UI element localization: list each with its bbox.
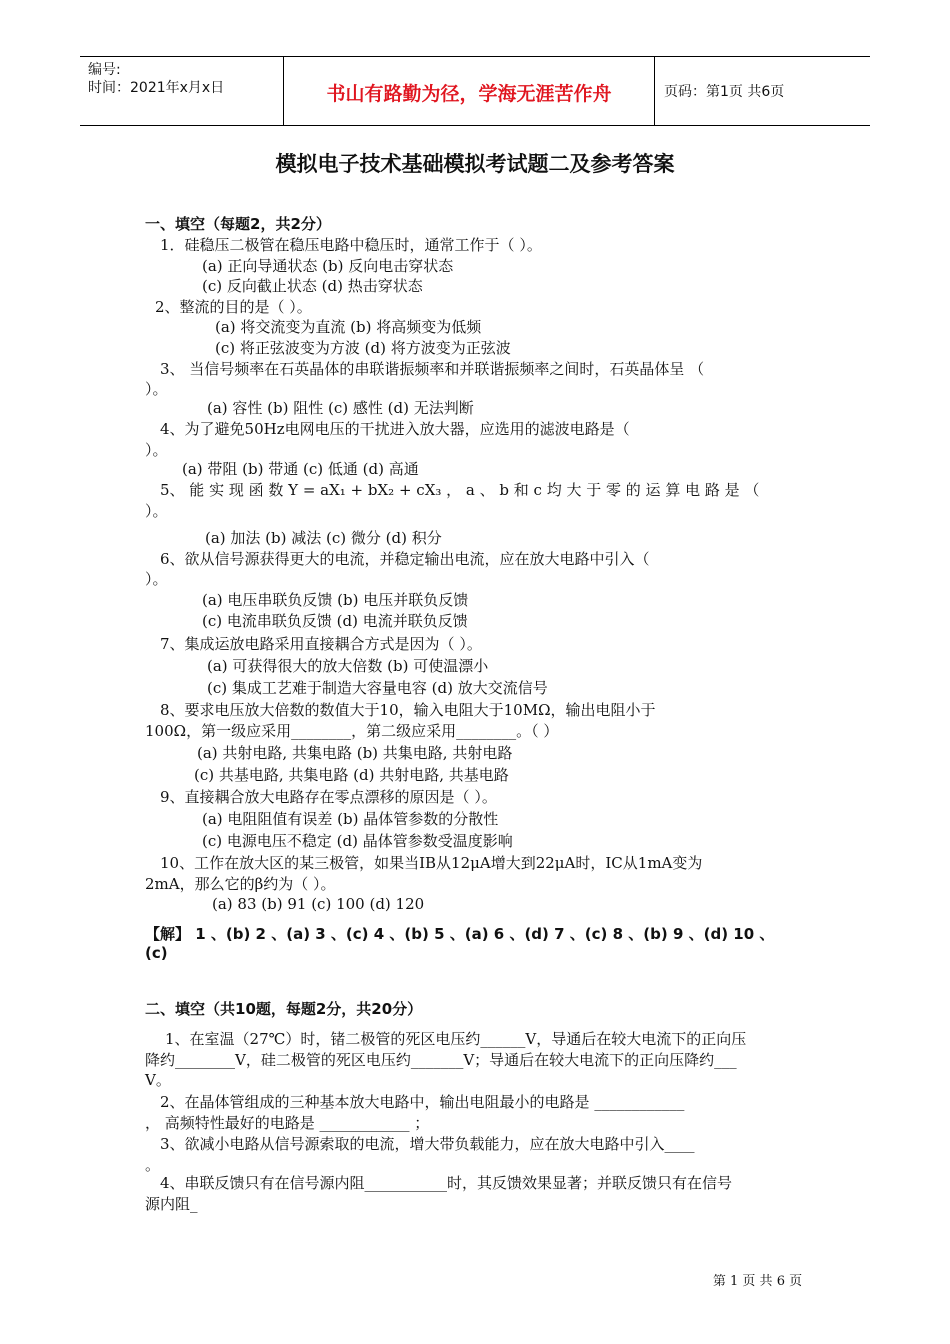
question-continued: ）。 [145,441,168,459]
doc-time: 时间：2021年x月x日 [88,80,225,96]
doc-code: 编号: [88,62,121,78]
page-header [80,56,870,126]
option-line: (a) 加法 (b) 减法 (c) 微分 (d) 积分 [205,529,442,547]
question: 5、 能 实 现 函 数 Y = aX₁ + bX₂ + cX₃ ， a 、 b 和 c 均 大 于 零 的 运 算 电 路 是 （ [160,481,760,499]
question: 1．硅稳压二极管在稳压电路中稳压时，通常工作于（ ）。 [160,236,542,254]
header-meta [88,61,224,97]
page-footer [0,1270,950,1289]
option-line: (a) 电压串联负反馈 (b) 电压并联负反馈 [202,591,469,609]
answer-key: 【解】 1 、(b) 2 、(a) 3 、(c) 4 、(b) 5 、(a) 6 、(d) 7 、(c) 8 、(b) 9 、(d) 10 、 [145,925,775,943]
question: 4、为了避免50Hz电网电压的干扰进入放大器，应选用的滤波电路是（ [160,420,630,438]
question-continued: 2mA，那么它的β约为（ ）。 [145,875,336,893]
question-continued: 源内阻_ [145,1195,198,1213]
option-line: (a) 83 (b) 91 (c) 100 (d) 120 [212,895,425,913]
header-divider [654,57,655,125]
header-motto: 书山有路勤为径，学海无涯苦作舟 [326,83,612,105]
section-heading: 二、填空（共10题，每题2分，共20分） [145,1000,423,1018]
question: 9、直接耦合放大电路存在零点漂移的原因是（ ）。 [160,788,497,806]
document-title: 模拟电子技术基础模拟考试题二及参考答案 [275,152,675,176]
question: 6、欲从信号源获得更大的电流，并稳定输出电流，应在放大电路中引入（ [160,550,650,568]
option-line: (a) 正向导通状态 (b) 反向电击穿状态 [202,257,454,275]
option-line: (c) 电流串联负反馈 (d) 电流并联负反馈 [202,612,468,630]
question-continued: 。 [145,1156,161,1174]
option-line: (c) 反向截止状态 (d) 热击穿状态 [202,277,423,295]
question: 2、整流的目的是（ ）。 [155,298,312,316]
question-continued: 降约________V，硅二极管的死区电压约_______V；导通后在较大电流下的正向压降约___ [145,1051,737,1069]
question: 4、串联反馈只有在信号源内阻___________时，其反馈效果显著；并联反馈只有在信号 [160,1174,733,1192]
question: 2、在晶体管组成的三种基本放大电路中，输出电阻最小的电路是 ____________ [160,1093,685,1111]
question: 3、 当信号频率在石英晶体的串联谐振频率和并联谐振频率之间时，石英晶体呈 （ [160,360,705,378]
question: 10、工作在放大区的某三极管，如果当IB从12μA增大到22μA时，IC从1mA变为 [160,854,703,872]
option-line: (a) 容性 (b) 阻性 (c) 感性 (d) 无法判断 [207,399,474,417]
question-continued: ， 高频特性最好的电路是 ____________ ； [145,1114,430,1132]
option-line: (c) 电源电压不稳定 (d) 晶体管参数受温度影响 [202,832,513,850]
question-continued: ）。 [145,570,168,588]
section-heading: 一、填空（每题2，共2分） [145,215,331,233]
footer-page-number: 第 1 页 共 6 页 [712,1274,803,1289]
question: 8、要求电压放大倍数的数值大于10，输入电阻大于10MΩ，输出电阻小于 [160,701,656,719]
question-continued: V。 [145,1071,171,1089]
option-line: (a) 可获得很大的放大倍数 (b) 可使温漂小 [207,657,489,675]
header-page-number: 页码：第1页 共6页 [664,84,785,100]
question-continued: ）。 [145,502,168,520]
option-line: (c) 集成工艺难于制造大容量电容 (d) 放大交流信号 [207,679,548,697]
option-line: (a) 共射电路, 共集电路 (b) 共集电路, 共射电路 [197,744,513,762]
question: 3、欲减小电路从信号源索取的电流，增大带负载能力，应在放大电路中引入____ [160,1135,695,1153]
question-continued: ）。 [145,380,168,398]
question: 7、集成运放电路采用直接耦合方式是因为（ ）。 [160,635,482,653]
option-line: (c) 将正弦波变为方波 (d) 将方波变为正弦波 [215,339,511,357]
option-line: (a) 将交流变为直流 (b) 将高频变为低频 [215,318,482,336]
option-line: (a) 带阻 (b) 带通 (c) 低通 (d) 高通 [182,460,419,478]
option-line: (c) 共基电路, 共集电路 (d) 共射电路, 共基电路 [194,766,509,784]
question: 1、在室温（27℃）时，锗二极管的死区电压约______V，导通后在较大电流下的正向压 [165,1030,747,1048]
option-line: (a) 电阻阻值有误差 (b) 晶体管参数的分散性 [202,810,499,828]
answer-key-continued: (c) [145,944,168,962]
question-continued: 100Ω，第一级应采用________，第二级应采用________。（ ） [145,722,559,740]
